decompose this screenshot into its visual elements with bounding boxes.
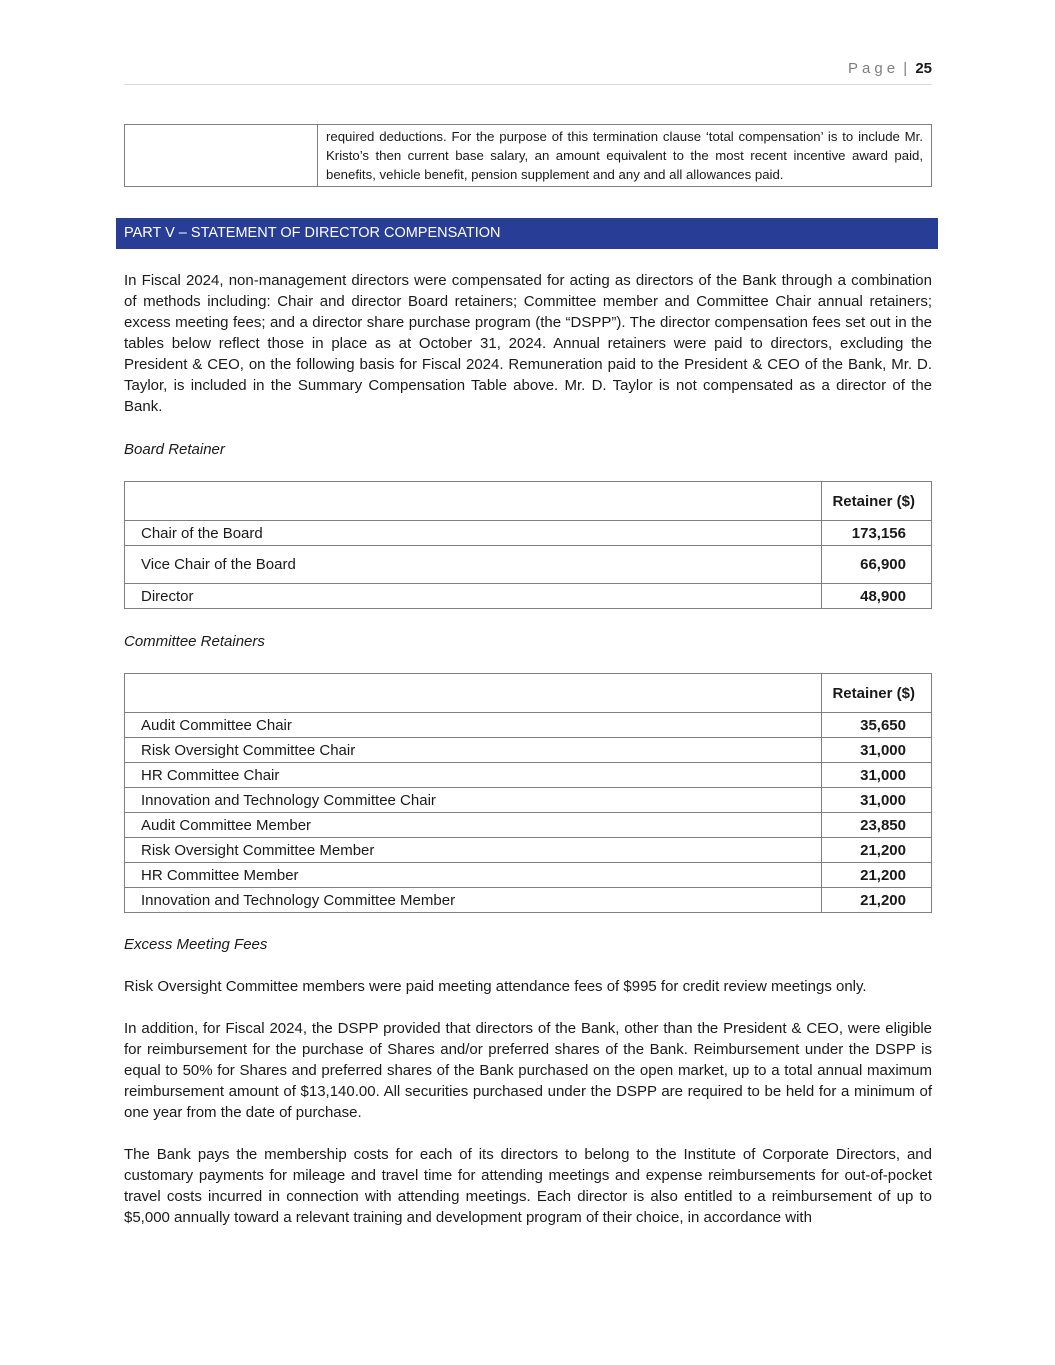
table-row <box>125 584 932 609</box>
table-row <box>125 763 932 788</box>
row-label: HR Committee Chair <box>125 763 822 788</box>
dspp-paragraph: In addition, for Fiscal 2024, the DSPP provided that directors of the Bank, other than the President & CEO, were eligible for reimbursement for the purchase of Shares and/or preferred shares of the Bank. Reimbursement under the DSPP is equal to 50% for Shares and preferred shares of the Bank purchased on the open market, up to a total annual maximum reimbursement amount of $13,140.00. All securities purchased under the DSPP are required to be held for a minimum of one year from the date of purchase. <box>124 1020 932 1121</box>
row-amount: 35,650 <box>822 713 932 738</box>
row-amount: 31,000 <box>822 788 932 813</box>
table-row <box>125 125 932 187</box>
table-row <box>125 888 932 913</box>
header-empty-cell <box>125 482 822 521</box>
table-header-row <box>125 482 932 521</box>
table-row <box>125 521 932 546</box>
row-label: Chair of the Board <box>125 521 822 546</box>
row-amount: 21,200 <box>822 863 932 888</box>
row-amount: 173,156 <box>822 521 932 546</box>
row-amount: 66,900 <box>822 546 932 584</box>
table-row <box>125 788 932 813</box>
table-row <box>125 838 932 863</box>
board-retainer-table <box>124 481 932 609</box>
table-row <box>125 546 932 584</box>
row-label: Director <box>125 584 822 609</box>
retainer-column-header: Retainer ($) <box>822 674 932 713</box>
row-amount: 23,850 <box>822 813 932 838</box>
page-label: Page <box>848 60 900 77</box>
table-row <box>125 863 932 888</box>
row-label: Vice Chair of the Board <box>125 546 822 584</box>
row-label: Risk Oversight Committee Chair <box>125 738 822 763</box>
committee-retainers-table <box>124 673 932 913</box>
row-label: Risk Oversight Committee Member <box>125 838 822 863</box>
page-number: 25 <box>915 60 932 77</box>
row-label: HR Committee Member <box>125 863 822 888</box>
row-label: Audit Committee Chair <box>125 713 822 738</box>
row-label: Innovation and Technology Committee Member <box>125 888 822 913</box>
page-header <box>124 60 932 85</box>
intro-paragraph: In Fiscal 2024, non-management directors were compensated for acting as directors of the Bank through a combination of methods including: Chair and director Board retainers; Committee member and Committee Chair annual retainers; excess meeting fees; and a director share purchase program (the “DSPP”). The director compensation fees set out in the tables below reflect those in place as at October 31, 2024. Annual retainers were paid to directors, excluding the President & CEO, on the following basis for Fiscal 2024. Remuneration paid to the President & CEO of the Bank, Mr. D. Taylor, is included in the Summary Compensation Table above. Mr. D. Taylor is not compensated as a director of the Bank. <box>124 272 932 415</box>
board-retainer-heading: Board Retainer <box>124 441 225 458</box>
row-amount: 31,000 <box>822 763 932 788</box>
row-amount: 21,200 <box>822 888 932 913</box>
excess-meeting-fees-heading: Excess Meeting Fees <box>124 936 268 953</box>
committee-retainers-heading: Committee Retainers <box>124 633 265 650</box>
row-amount: 48,900 <box>822 584 932 609</box>
termination-clause-table <box>124 124 932 187</box>
membership-paragraph: The Bank pays the membership costs for each of its directors to belong to the Institute of Corporate Directors, and customary payments for mileage and travel time for attending meetings and expense reimbursements for out-of-pocket travel costs incurred in connection with attending meetings. Each director is also entitled to a reimbursement of up to $5,000 annually toward a relevant training and development program of their choice, in accordance with <box>124 1146 932 1226</box>
table-row <box>125 713 932 738</box>
row-label: Innovation and Technology Committee Chair <box>125 788 822 813</box>
excess-meeting-fees-text: Risk Oversight Committee members were paid meeting attendance fees of $995 for credit review meetings only. <box>124 978 867 995</box>
row-amount: 31,000 <box>822 738 932 763</box>
section-title: PART V – STATEMENT OF DIRECTOR COMPENSATION <box>116 218 938 249</box>
page-separator: | <box>903 60 908 77</box>
table-row <box>125 813 932 838</box>
row-label: Audit Committee Member <box>125 813 822 838</box>
termination-clause-text: required deductions. For the purpose of this termination clause ‘total compensation’ is to include Mr. Kristo’s then current base salary, an amount equivalent to the most recent incentive award paid, benefits, vehicle benefit, pension supplement and any and all allowances paid. <box>318 125 932 187</box>
table-row <box>125 738 932 763</box>
table-header-row <box>125 674 932 713</box>
row-amount: 21,200 <box>822 838 932 863</box>
header-empty-cell <box>125 674 822 713</box>
retainer-column-header: Retainer ($) <box>822 482 932 521</box>
empty-cell <box>125 125 318 187</box>
